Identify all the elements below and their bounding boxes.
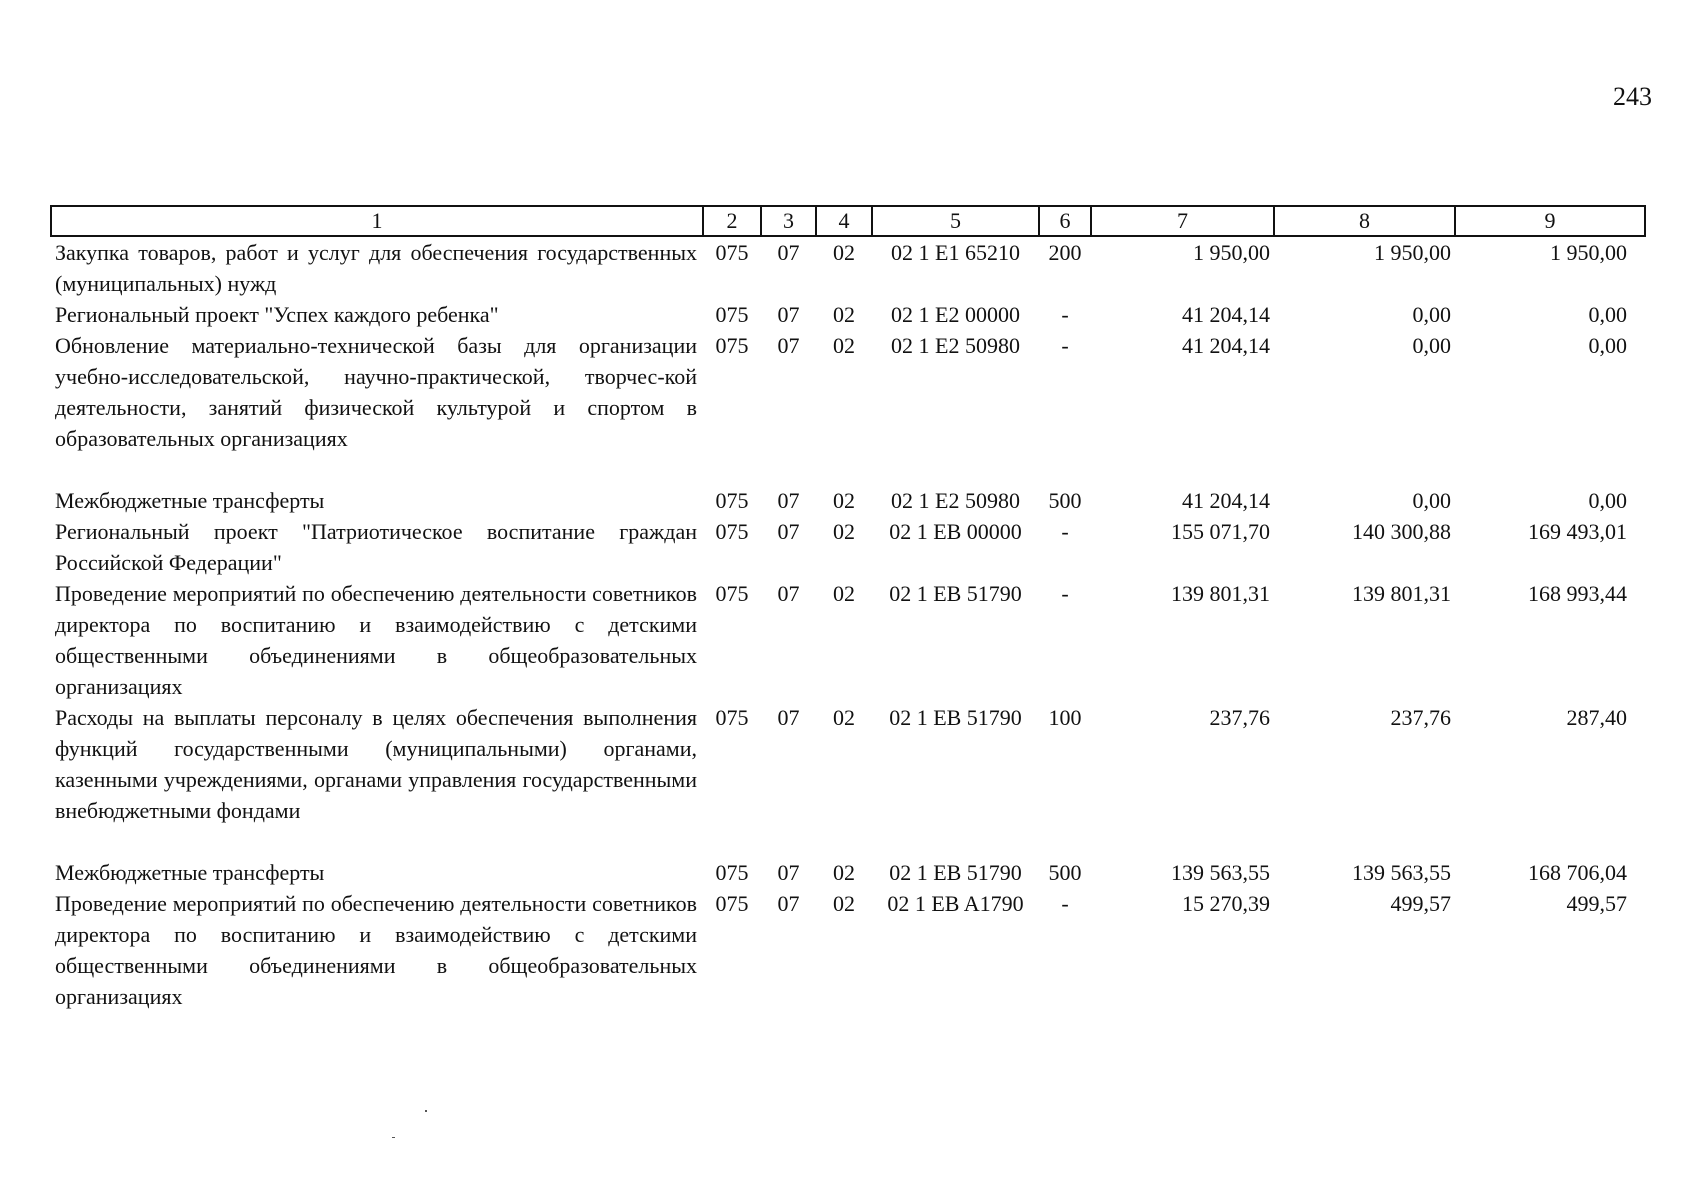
row-col-2: 075: [715, 891, 749, 916]
table-row: [51, 516, 1645, 578]
table-row: [51, 299, 1645, 330]
budget-table: [50, 205, 1646, 1012]
row-col-8: 499,57: [1390, 891, 1451, 916]
header-col-5: 5: [872, 206, 1039, 236]
page-number: 243: [1613, 82, 1652, 111]
row-col-3: 07: [777, 705, 800, 730]
row-name: Проведение мероприятий по обеспечению деятельности советников директора по воспитанию и взаимодействию с детскими общественными объединениями в общеобразовательных организациях: [55, 891, 697, 1009]
row-col-7: 1 950,00: [1193, 240, 1270, 265]
row-col-7: 41 204,14: [1182, 488, 1270, 513]
header-col-4: 4: [816, 206, 872, 236]
row-name: Региональный проект "Успех каждого ребенка": [55, 302, 499, 327]
row-col-7: 15 270,39: [1182, 891, 1270, 916]
row-col-3: 07: [777, 860, 800, 885]
row-col-9: 499,57: [1566, 891, 1627, 916]
header-row: [51, 206, 1645, 236]
row-col-9: 1 950,00: [1550, 240, 1627, 265]
row-col-4: 02: [833, 302, 855, 327]
row-col-3: 07: [777, 488, 800, 513]
header-col-8: 8: [1274, 206, 1455, 236]
header-col-2: 2: [703, 206, 761, 236]
row-col-6: -: [1061, 891, 1069, 916]
row-col-9: 0,00: [1588, 333, 1627, 358]
scan-speck: [425, 1110, 427, 1112]
row-col-5: 02 1 EB 00000: [889, 519, 1022, 544]
row-col-4: 02: [833, 240, 855, 265]
row-name: Региональный проект "Патриотическое воспитание граждан Российской Федерации": [55, 519, 697, 575]
row-col-7: 139 801,31: [1171, 581, 1270, 606]
row-name: Обновление материально-технической базы для организации учебно-исследовательской, научно-практической, творчес-кой деятельности, занятий физической культурой и спортом в образовательных организациях: [55, 333, 697, 451]
table-row: [51, 236, 1645, 299]
row-col-7: 41 204,14: [1182, 302, 1270, 327]
table-row: [51, 330, 1645, 485]
row-col-6: -: [1061, 581, 1069, 606]
row-col-2: 075: [715, 519, 749, 544]
row-col-6: -: [1061, 519, 1069, 544]
table-row: [51, 485, 1645, 516]
row-col-8: 1 950,00: [1374, 240, 1451, 265]
row-col-3: 07: [777, 519, 800, 544]
row-col-4: 02: [833, 333, 855, 358]
row-col-8: 0,00: [1412, 488, 1451, 513]
row-col-5: 02 1 EB 51790: [889, 860, 1022, 885]
row-col-2: 075: [715, 860, 749, 885]
row-col-6: -: [1061, 302, 1069, 327]
row-col-9: 0,00: [1588, 488, 1627, 513]
row-col-2: 075: [715, 333, 749, 358]
row-name: Расходы на выплаты персоналу в целях обеспечения выполнения функций государственными (муниципальными) органами, казенными учреждениями, органами управления государственными внебюджетными фондами: [55, 705, 697, 823]
row-name: Закупка товаров, работ и услуг для обеспечения государственных (муниципальных) нужд: [55, 240, 697, 296]
table-body: [51, 236, 1645, 1012]
row-col-6: -: [1061, 333, 1069, 358]
row-col-9: 168 706,04: [1528, 860, 1627, 885]
row-col-3: 07: [777, 891, 800, 916]
row-col-8: 139 801,31: [1352, 581, 1451, 606]
table-row: [51, 888, 1645, 1012]
header-col-6: 6: [1039, 206, 1091, 236]
row-col-2: 075: [715, 488, 749, 513]
row-col-7: 139 563,55: [1171, 860, 1270, 885]
table-row: [51, 857, 1645, 888]
row-col-4: 02: [833, 860, 855, 885]
row-col-9: 0,00: [1588, 302, 1627, 327]
row-col-2: 075: [715, 581, 749, 606]
row-col-2: 075: [715, 240, 749, 265]
row-col-8: 139 563,55: [1352, 860, 1451, 885]
row-name: Межбюджетные трансферты: [55, 488, 325, 513]
row-col-5: 02 1 EB A1790: [887, 891, 1024, 916]
row-col-4: 02: [833, 488, 855, 513]
row-col-4: 02: [833, 891, 855, 916]
row-col-8: 140 300,88: [1352, 519, 1451, 544]
row-col-8: 0,00: [1412, 333, 1451, 358]
row-col-5: 02 1 EB 51790: [889, 581, 1022, 606]
row-col-2: 075: [715, 705, 749, 730]
row-col-6: 200: [1048, 240, 1082, 265]
row-col-3: 07: [777, 240, 800, 265]
row-name: Межбюджетные трансферты: [55, 860, 325, 885]
scan-speck: [392, 1137, 395, 1138]
table-row: [51, 702, 1645, 857]
row-name: Проведение мероприятий по обеспечению деятельности советников директора по воспитанию и взаимодействию с детскими общественными объединениями в общеобразовательных организациях: [55, 581, 697, 699]
row-col-8: 237,76: [1390, 705, 1451, 730]
row-col-7: 155 071,70: [1171, 519, 1270, 544]
row-col-5: 02 1 E2 50980: [891, 488, 1020, 513]
row-col-8: 0,00: [1412, 302, 1451, 327]
row-col-4: 02: [833, 705, 855, 730]
row-col-2: 075: [715, 302, 749, 327]
row-col-5: 02 1 E2 00000: [891, 302, 1020, 327]
row-col-6: 500: [1048, 488, 1082, 513]
table-header: [51, 206, 1645, 236]
header-col-1: 1: [51, 206, 703, 236]
row-col-9: 169 493,01: [1528, 519, 1627, 544]
row-col-6: 100: [1048, 705, 1082, 730]
row-col-5: 02 1 E1 65210: [891, 240, 1020, 265]
row-col-3: 07: [777, 581, 800, 606]
row-col-4: 02: [833, 519, 855, 544]
header-col-7: 7: [1091, 206, 1274, 236]
table-row: [51, 578, 1645, 702]
row-col-4: 02: [833, 581, 855, 606]
row-col-5: 02 1 E2 50980: [891, 333, 1020, 358]
row-col-9: 168 993,44: [1528, 581, 1627, 606]
row-col-5: 02 1 EB 51790: [889, 705, 1022, 730]
row-col-7: 41 204,14: [1182, 333, 1270, 358]
row-col-9: 287,40: [1566, 705, 1627, 730]
row-col-3: 07: [777, 302, 800, 327]
header-col-9: 9: [1455, 206, 1645, 236]
row-col-7: 237,76: [1209, 705, 1270, 730]
row-col-6: 500: [1048, 860, 1082, 885]
row-col-3: 07: [777, 333, 800, 358]
header-col-3: 3: [761, 206, 816, 236]
